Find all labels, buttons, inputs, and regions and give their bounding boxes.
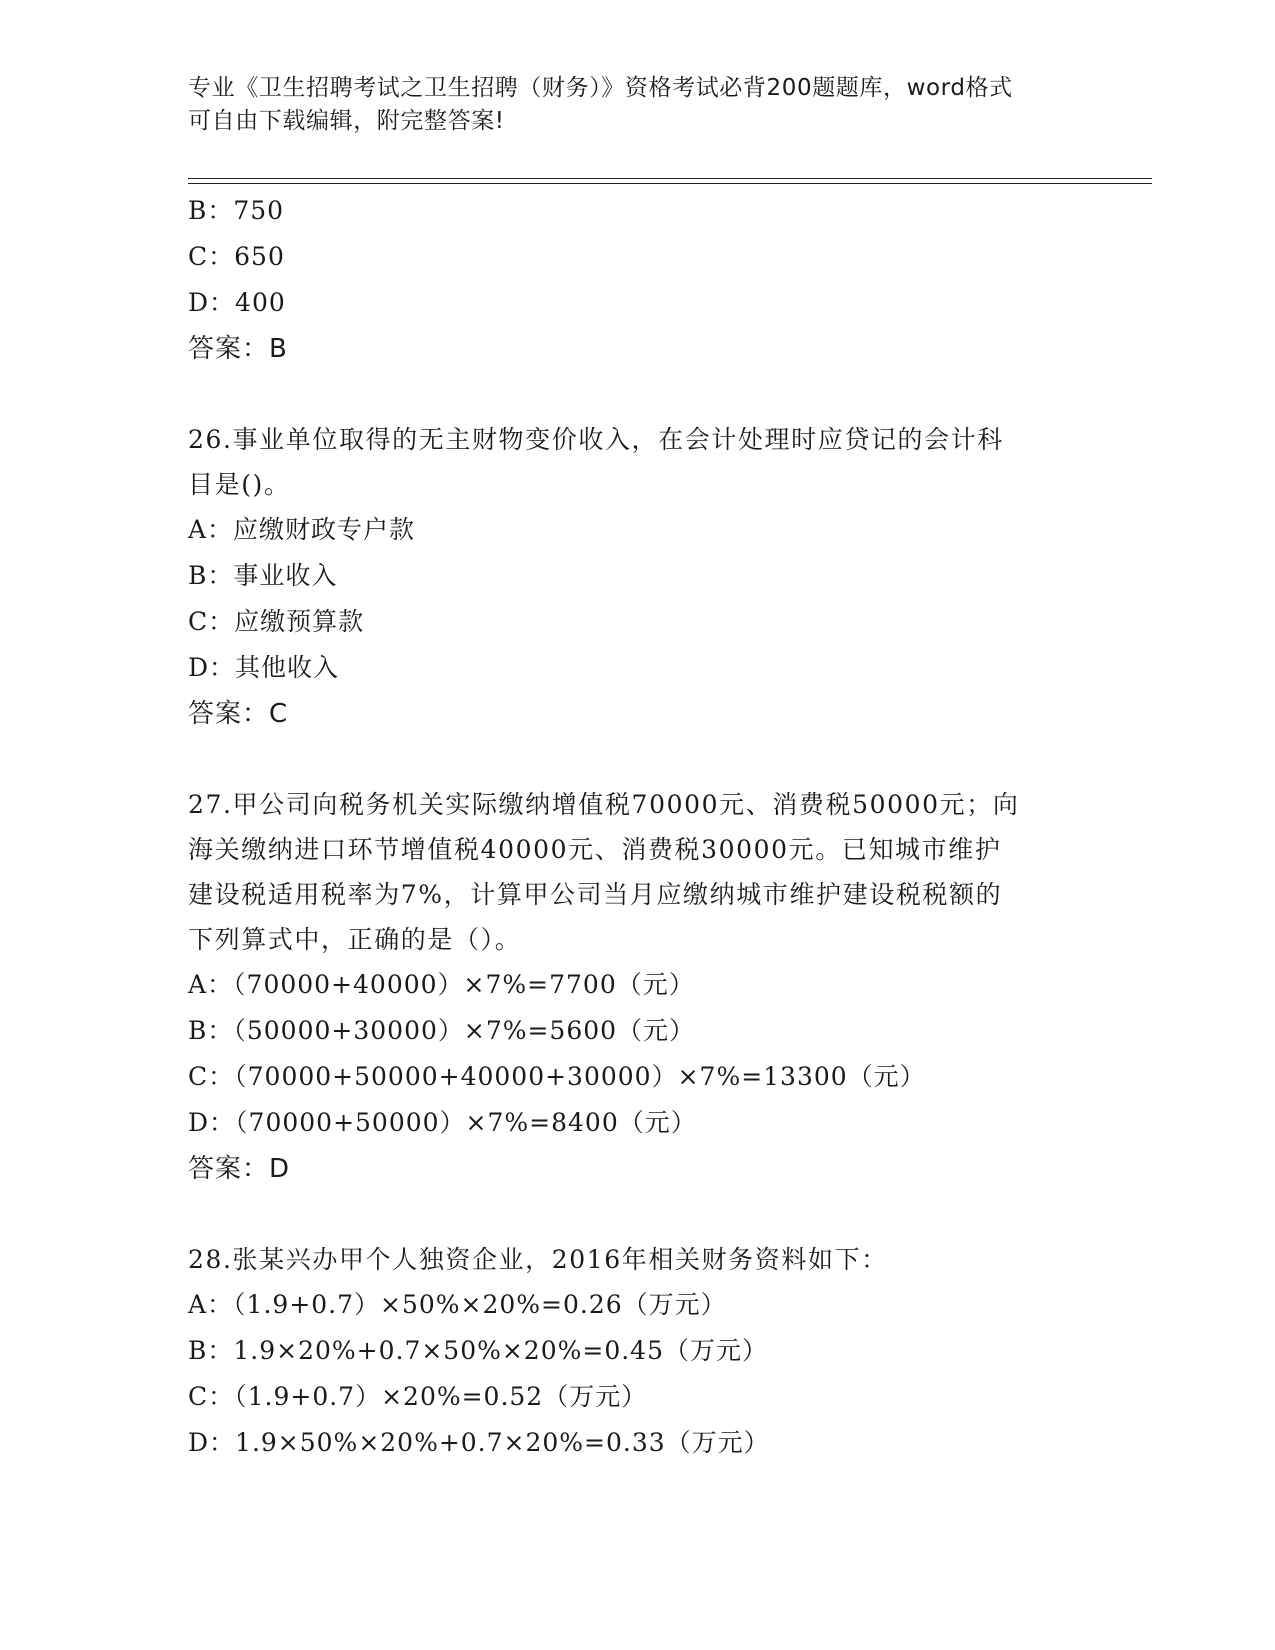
stem-line: 建设税适用税率为7%，计算甲公司当月应缴纳城市维护建设税税额的 — [188, 880, 1003, 909]
document-header — [188, 72, 1088, 138]
option-c: C：（70000+50000+40000+30000）×7%=13300（元） — [188, 1062, 926, 1091]
option-c: C：应缴预算款 — [188, 607, 365, 636]
option-a: A：（1.9+0.7）×50%×20%=0.26（万元） — [188, 1290, 727, 1319]
option-d: D：（70000+50000）×7%=8400（元） — [188, 1108, 697, 1137]
option-b: B：750 — [188, 196, 285, 225]
question-26 — [188, 417, 1088, 737]
answer-line: 答案：C — [188, 699, 289, 729]
stem-line: 海关缴纳进口环节增值税40000元、消费税30000元。已知城市维护 — [188, 835, 1002, 864]
option-d: D：其他收入 — [188, 653, 340, 682]
stem-line: 下列算式中，正确的是（）。 — [188, 925, 522, 954]
option-c: C：650 — [188, 242, 285, 271]
stem-line: 26.事业单位取得的无主财物变价收入，在会计处理时应贷记的会计科 — [188, 425, 1004, 454]
answer-line: 答案：D — [188, 1154, 291, 1184]
question-stem — [188, 1237, 1088, 1282]
stem-line: 27.甲公司向税务机关实际缴纳增值税70000元、消费税50000元；向 — [188, 790, 1020, 819]
option-b: B：（50000+30000）×7%=5600（元） — [188, 1016, 696, 1045]
header-line-1: 专业《卫生招聘考试之卫生招聘（财务）》资格考试必背200题题库，word格式 — [188, 75, 1013, 101]
stem-line: 目是()。 — [188, 470, 291, 499]
option-b: B：1.9×20%+0.7×50%×20%=0.45（万元） — [188, 1336, 768, 1365]
header-rule-top — [188, 178, 1152, 179]
question-28 — [188, 1237, 1088, 1466]
question-25 — [188, 188, 1088, 372]
spacer — [188, 1192, 1088, 1237]
question-27 — [188, 782, 1088, 1192]
header-line-2: 可自由下载编辑，附完整答案! — [188, 108, 505, 134]
option-a: A：应缴财政专户款 — [188, 515, 416, 544]
header-rule-bottom — [188, 183, 1152, 184]
spacer — [188, 737, 1088, 782]
option-d: D：1.9×50%×20%+0.7×20%=0.33（万元） — [188, 1428, 770, 1457]
question-stem — [188, 417, 1088, 507]
option-c: C：（1.9+0.7）×20%=0.52（万元） — [188, 1382, 648, 1411]
question-stem — [188, 782, 1088, 962]
answer-line: 答案：B — [188, 334, 288, 364]
option-b: B：事业收入 — [188, 561, 338, 590]
spacer — [188, 372, 1088, 417]
option-d: D：400 — [188, 288, 286, 317]
option-a: A：（70000+40000）×7%=7700（元） — [188, 970, 695, 999]
stem-line: 28.张某兴办甲个人独资企业，2016年相关财务资料如下： — [188, 1245, 888, 1274]
question-content — [188, 188, 1088, 1466]
